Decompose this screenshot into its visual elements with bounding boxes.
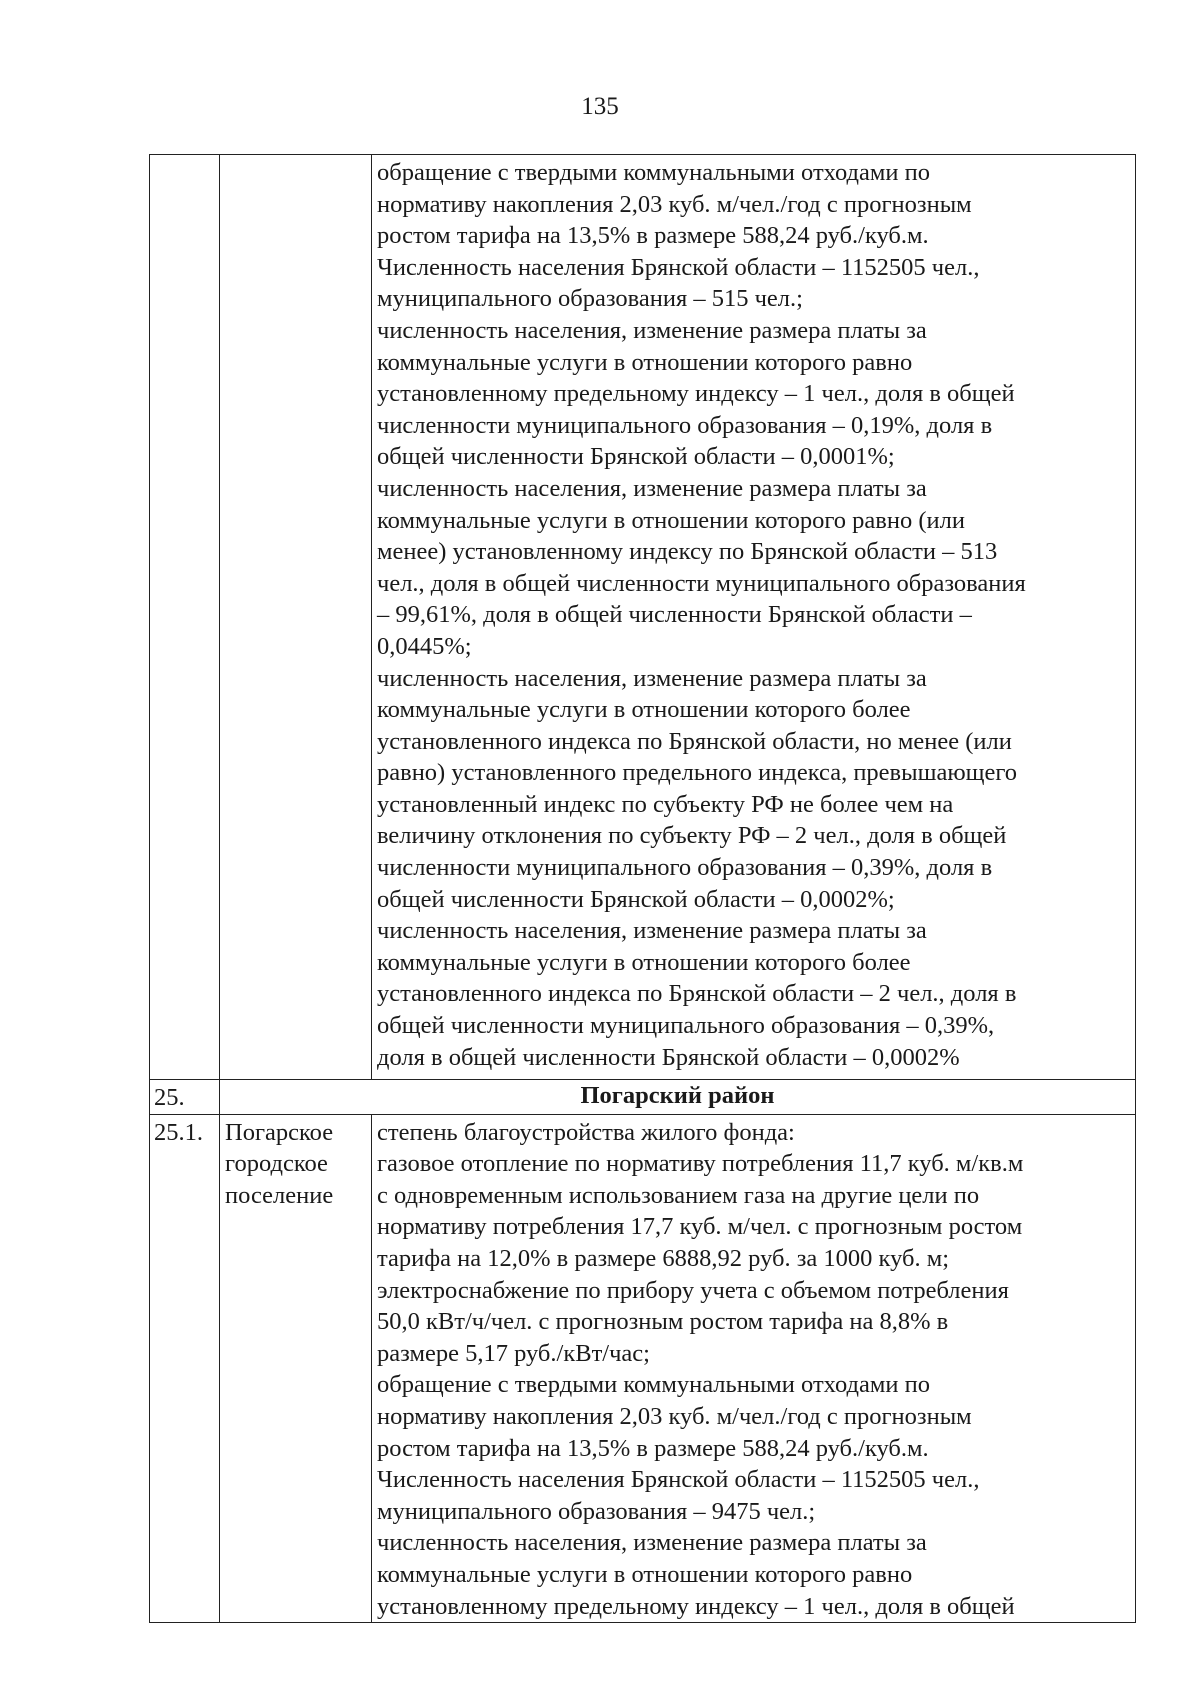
text-line: нормативу потребления 17,7 куб. м/чел. с прогнозным ростом [377, 1213, 1023, 1241]
page-number: 135 [581, 93, 619, 120]
item-number-cell [150, 1114, 220, 1623]
section-title: Погарский район [580, 1082, 775, 1109]
description-cell [372, 155, 1136, 1080]
text-line: муниципального образования – 9475 чел.; [377, 1497, 816, 1525]
text-line: 0,0445%; [377, 632, 472, 660]
text-line: Погарское [225, 1118, 334, 1146]
text-line: муниципального образования – 515 чел.; [377, 285, 803, 313]
text-line: размере 5,17 руб./кВт/час; [377, 1339, 650, 1367]
table-row-section [150, 1080, 1136, 1115]
text-line: обращение с твердыми коммунальными отходами по [377, 1371, 930, 1399]
text-line: установленному предельному индексу – 1 чел., доля в общей [377, 380, 1015, 408]
text-line: городское [225, 1150, 328, 1178]
municipality-cell [220, 155, 372, 1080]
text-line: чел., доля в общей численности муниципального образования [377, 569, 1026, 597]
item-number: 25.1. [154, 1118, 203, 1146]
text-line: доля в общей численности Брянской области – 0,0002% [377, 1043, 960, 1071]
text-line: установленному предельному индексу – 1 чел., доля в общей [377, 1592, 1015, 1620]
text-line: Численность населения Брянской области – 1152505 чел., [377, 253, 980, 281]
text-line: установленного индекса по Брянской области – 2 чел., доля в [377, 980, 1017, 1008]
text-line: – 99,61%, доля в общей численности Брянской области – [377, 601, 972, 629]
text-line: с одновременным использованием газа на другие цели по [377, 1181, 980, 1209]
section-number-cell [150, 1080, 220, 1115]
text-line: нормативу накопления 2,03 куб. м/чел./год с прогнозным [377, 1402, 972, 1430]
text-line: общей численности Брянской области – 0,0001%; [377, 443, 895, 471]
number-cell [150, 155, 220, 1080]
text-line: численность населения, изменение размера платы за [377, 917, 927, 945]
text-line: коммунальные услуги в отношении которого более [377, 696, 911, 724]
text-line: электроснабжение по прибору учета с объемом потребления [377, 1276, 1009, 1304]
text-line: численность населения, изменение размера платы за [377, 1529, 927, 1557]
text-line: численности муниципального образования – 0,19%, доля в [377, 411, 993, 439]
section-title-cell [220, 1080, 1136, 1115]
text-line: газовое отопление по нормативу потребления 11,7 куб. м/кв.м [377, 1150, 1024, 1178]
text-line: нормативу накопления 2,03 куб. м/чел./год с прогнозным [377, 190, 972, 218]
text-line: численности муниципального образования – 0,39%, доля в [377, 854, 993, 882]
text-line: поселение [225, 1181, 334, 1209]
text-line: общей численности Брянской области – 0,0002%; [377, 885, 895, 913]
table-row-item [150, 1114, 1136, 1623]
text-line: коммунальные услуги в отношении которого более [377, 948, 911, 976]
item-name-cell [220, 1114, 372, 1623]
text-line: степень благоустройства жилого фонда: [377, 1118, 795, 1146]
text-line: численность населения, изменение размера платы за [377, 664, 927, 692]
text-line: тарифа на 12,0% в размере 6888,92 руб. за 1000 куб. м; [377, 1244, 950, 1272]
text-line: численность населения, изменение размера платы за [377, 316, 927, 344]
text-line: численность населения, изменение размера платы за [377, 474, 927, 502]
text-line: коммунальные услуги в отношении которого равно [377, 348, 913, 376]
text-line: коммунальные услуги в отношении которого равно [377, 1560, 913, 1588]
text-line: ростом тарифа на 13,5% в размере 588,24 руб./куб.м. [377, 1434, 929, 1462]
text-line: величину отклонения по субъекту РФ – 2 чел., доля в общей [377, 822, 1007, 850]
text-line: ростом тарифа на 13,5% в размере 588,24 руб./куб.м. [377, 222, 929, 250]
text-line: установленный индекс по субъекту РФ не более чем на [377, 790, 954, 818]
text-line: равно) установленного предельного индекса, превышающего [377, 759, 1018, 787]
description-text [372, 155, 1135, 1073]
text-line: 50,0 кВт/ч/чел. с прогнозным ростом тарифа на 8,8% в [377, 1308, 949, 1336]
text-line: Численность населения Брянской области – 1152505 чел., [377, 1466, 980, 1494]
section-number: 25. [154, 1084, 185, 1111]
data-table [149, 154, 1136, 1623]
item-description-text [372, 1115, 1135, 1623]
text-line: коммунальные услуги в отношении которого равно (или [377, 506, 965, 534]
item-description-cell [372, 1114, 1136, 1623]
table-row-continuation [150, 155, 1136, 1080]
text-line: менее) установленному индексу по Брянской области – 513 [377, 538, 998, 566]
item-name [220, 1115, 371, 1212]
text-line: обращение с твердыми коммунальными отходами по [377, 159, 930, 186]
text-line: установленного индекса по Брянской области, но менее (или [377, 727, 1012, 755]
text-line: общей численности муниципального образования – 0,39%, [377, 1012, 995, 1040]
